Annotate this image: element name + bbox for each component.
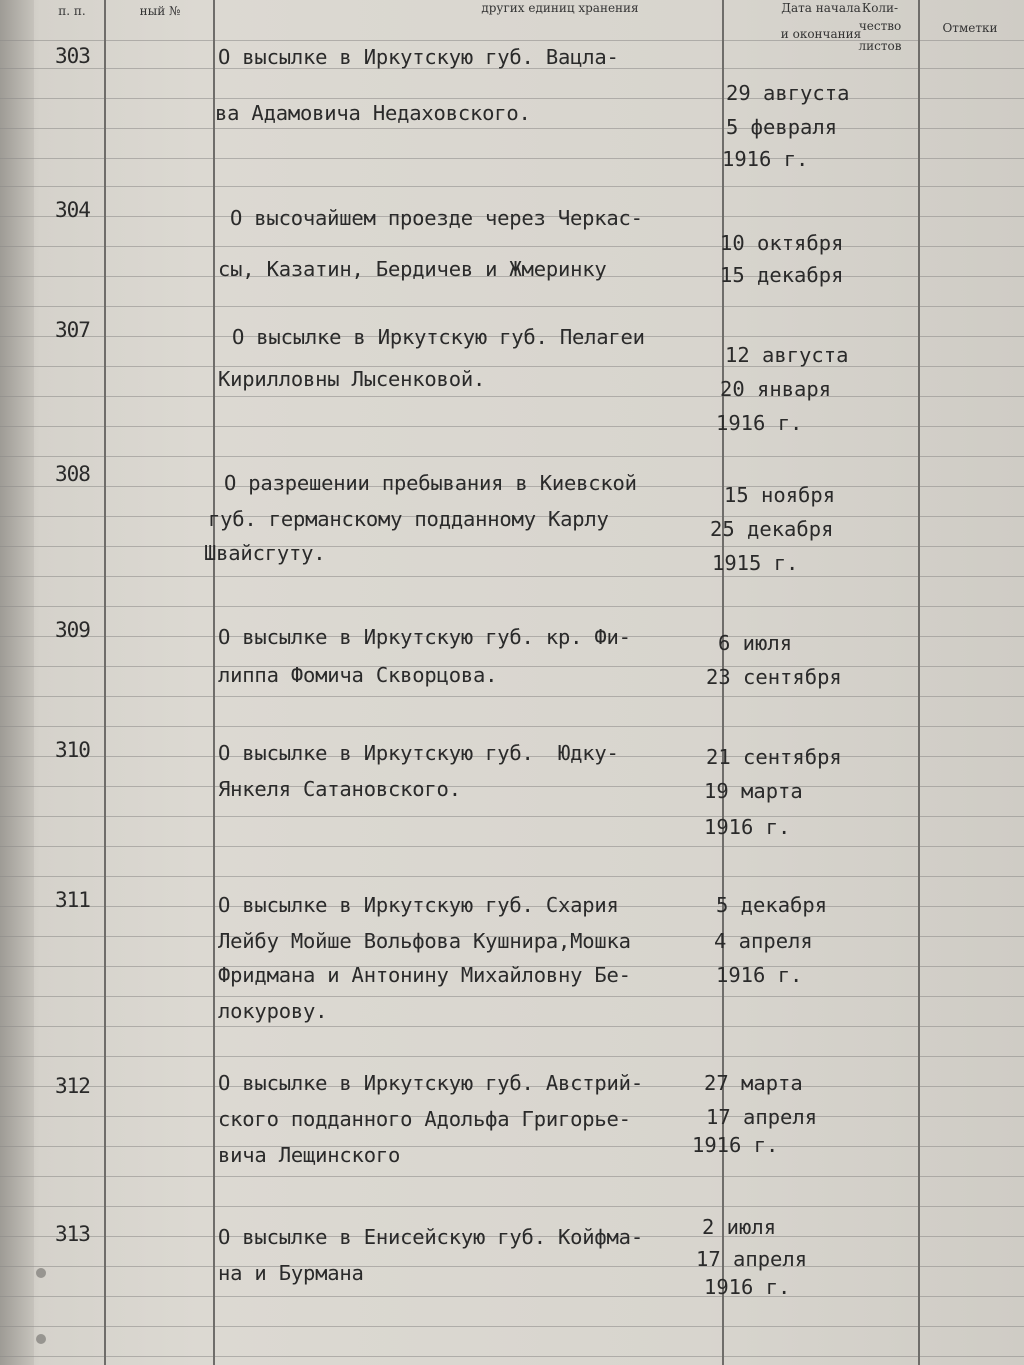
column-divider bbox=[213, 0, 215, 1365]
ruled-line bbox=[0, 1146, 1024, 1147]
ruled-line bbox=[0, 1326, 1024, 1327]
ruled-line bbox=[0, 306, 1024, 307]
entry-title-line: О высылке в Иркутскую губ. кр. Фи- bbox=[218, 625, 631, 649]
ruled-line bbox=[0, 1056, 1024, 1057]
header-item: ный № bbox=[139, 4, 181, 18]
ruled-line bbox=[0, 726, 1024, 727]
ruled-line bbox=[0, 816, 1024, 817]
ruled-line bbox=[0, 876, 1024, 877]
entry-title-line: вича Лещинского bbox=[218, 1143, 401, 1167]
entry-date: 17 апреля bbox=[706, 1105, 818, 1129]
column-divider bbox=[918, 0, 920, 1365]
ruled-line bbox=[0, 546, 1024, 547]
entry-title-line: сы, Казатин, Бердичев и Жмеринку bbox=[218, 257, 607, 281]
entry-number: 310 bbox=[55, 738, 90, 762]
entry-date: 10 октября bbox=[720, 231, 844, 255]
ruled-line bbox=[0, 996, 1024, 997]
ruled-line bbox=[0, 1296, 1024, 1297]
entry-date: 2 июля bbox=[702, 1215, 777, 1239]
entry-date: 4 апреля bbox=[714, 929, 813, 953]
entry-title-line: О высылке в Иркутскую губ. Пелагеи bbox=[232, 325, 645, 349]
ruled-line bbox=[0, 1026, 1024, 1027]
ruled-line bbox=[0, 426, 1024, 427]
entry-title-line: локурову. bbox=[218, 999, 328, 1023]
ruled-line bbox=[0, 186, 1024, 187]
ruled-line bbox=[0, 1356, 1024, 1357]
entry-date: 5 февраля bbox=[726, 115, 838, 139]
entry-date: 17 апреля bbox=[696, 1247, 808, 1271]
entry-title-line: Кирилловны Лысенковой. bbox=[218, 367, 486, 391]
entry-number: 303 bbox=[55, 44, 90, 68]
entry-title-line: Фридмана и Антонину Михайловну Бе- bbox=[218, 963, 631, 987]
entry-title-line: О высылке в Енисейскую губ. Койфма- bbox=[218, 1225, 643, 1249]
punch-hole bbox=[36, 1334, 46, 1344]
entry-date: 1916 г. bbox=[716, 963, 803, 987]
header-notes: Отметки bbox=[942, 21, 998, 35]
entry-title-line: О высылке в Иркутскую губ. Австрий- bbox=[218, 1071, 643, 1095]
entry-date: 1916 г. bbox=[722, 147, 809, 171]
ruled-line bbox=[0, 456, 1024, 457]
entry-date: 27 марта bbox=[704, 1071, 803, 1095]
entry-date: 21 сентября bbox=[706, 745, 842, 769]
entry-date: 1915 г. bbox=[712, 551, 799, 575]
ruled-line bbox=[0, 1206, 1024, 1207]
ruled-line bbox=[0, 396, 1024, 397]
entry-date: 12 августа bbox=[725, 343, 849, 367]
entry-date: 1916 г. bbox=[692, 1133, 779, 1157]
ruled-line bbox=[0, 576, 1024, 577]
ruled-line bbox=[0, 1266, 1024, 1267]
entry-title-line: Лейбу Мойше Вольфова Кушнира,Мошка bbox=[218, 929, 631, 953]
ruled-line bbox=[0, 846, 1024, 847]
binding-edge bbox=[0, 0, 34, 1365]
header-dates-2: и окончания bbox=[780, 27, 862, 41]
entry-number: 308 bbox=[55, 462, 90, 486]
entry-number: 313 bbox=[55, 1222, 90, 1246]
ruled-line bbox=[0, 666, 1024, 667]
entry-title-line: на и Бурмана bbox=[218, 1261, 364, 1285]
entry-date: 15 декабря bbox=[720, 263, 844, 287]
entry-date: 6 июля bbox=[718, 631, 793, 655]
ruled-line bbox=[0, 366, 1024, 367]
header-sheets-3: листов bbox=[858, 39, 902, 53]
entry-date: 23 сентября bbox=[706, 665, 842, 689]
entry-date: 1916 г. bbox=[716, 411, 803, 435]
entry-title-line: ва Адамовича Недаховского. bbox=[215, 101, 531, 125]
header-sheets-1: Коли- bbox=[861, 1, 899, 15]
entry-title-line: губ. германскому подданному Карлу bbox=[208, 507, 609, 531]
entry-date: 15 ноября bbox=[724, 483, 836, 507]
entry-number: 312 bbox=[55, 1074, 90, 1098]
entry-date: 1916 г. bbox=[704, 815, 791, 839]
entry-title-line: липпа Фомича Скворцова. bbox=[218, 663, 498, 687]
entry-date: 25 декабря bbox=[710, 517, 834, 541]
ruled-line bbox=[0, 1176, 1024, 1177]
ruled-line bbox=[0, 246, 1024, 247]
entry-date: 20 января bbox=[720, 377, 832, 401]
entry-title-line: О разрешении пребывания в Киевской bbox=[224, 471, 637, 495]
ruled-line bbox=[0, 696, 1024, 697]
header-dates-1: Дата начала bbox=[781, 1, 861, 15]
ruled-line bbox=[0, 158, 1024, 159]
header-sheets-2: чество bbox=[858, 19, 902, 33]
header-num: п. п. bbox=[58, 4, 86, 18]
entry-title-line: Янкеля Сатановского. bbox=[218, 777, 461, 801]
entry-date: 29 августа bbox=[726, 81, 850, 105]
entry-date: 1916 г. bbox=[704, 1275, 791, 1299]
entry-number: 311 bbox=[55, 888, 90, 912]
entry-number: 304 bbox=[55, 198, 90, 222]
entry-title-line: Швайсгуту. bbox=[204, 541, 326, 565]
entry-title-line: О высылке в Иркутскую губ. Юдку- bbox=[218, 741, 619, 765]
entry-number: 307 bbox=[55, 318, 90, 342]
entry-title-line: ского подданного Адольфа Григорье- bbox=[218, 1107, 631, 1131]
entry-number: 309 bbox=[55, 618, 90, 642]
entry-title-line: О высылке в Иркутскую губ. Схария bbox=[218, 893, 619, 917]
ruled-line bbox=[0, 606, 1024, 607]
entry-title-line: О высочайшем проезде через Черкас- bbox=[230, 206, 643, 230]
ruled-line bbox=[0, 786, 1024, 787]
punch-hole bbox=[36, 1268, 46, 1278]
column-divider bbox=[104, 0, 106, 1365]
header-title: других единиц хранения bbox=[481, 1, 639, 15]
entry-title-line: О высылке в Иркутскую губ. Вацла- bbox=[218, 45, 619, 69]
entry-date: 19 марта bbox=[704, 779, 803, 803]
entry-date: 5 декабря bbox=[716, 893, 828, 917]
